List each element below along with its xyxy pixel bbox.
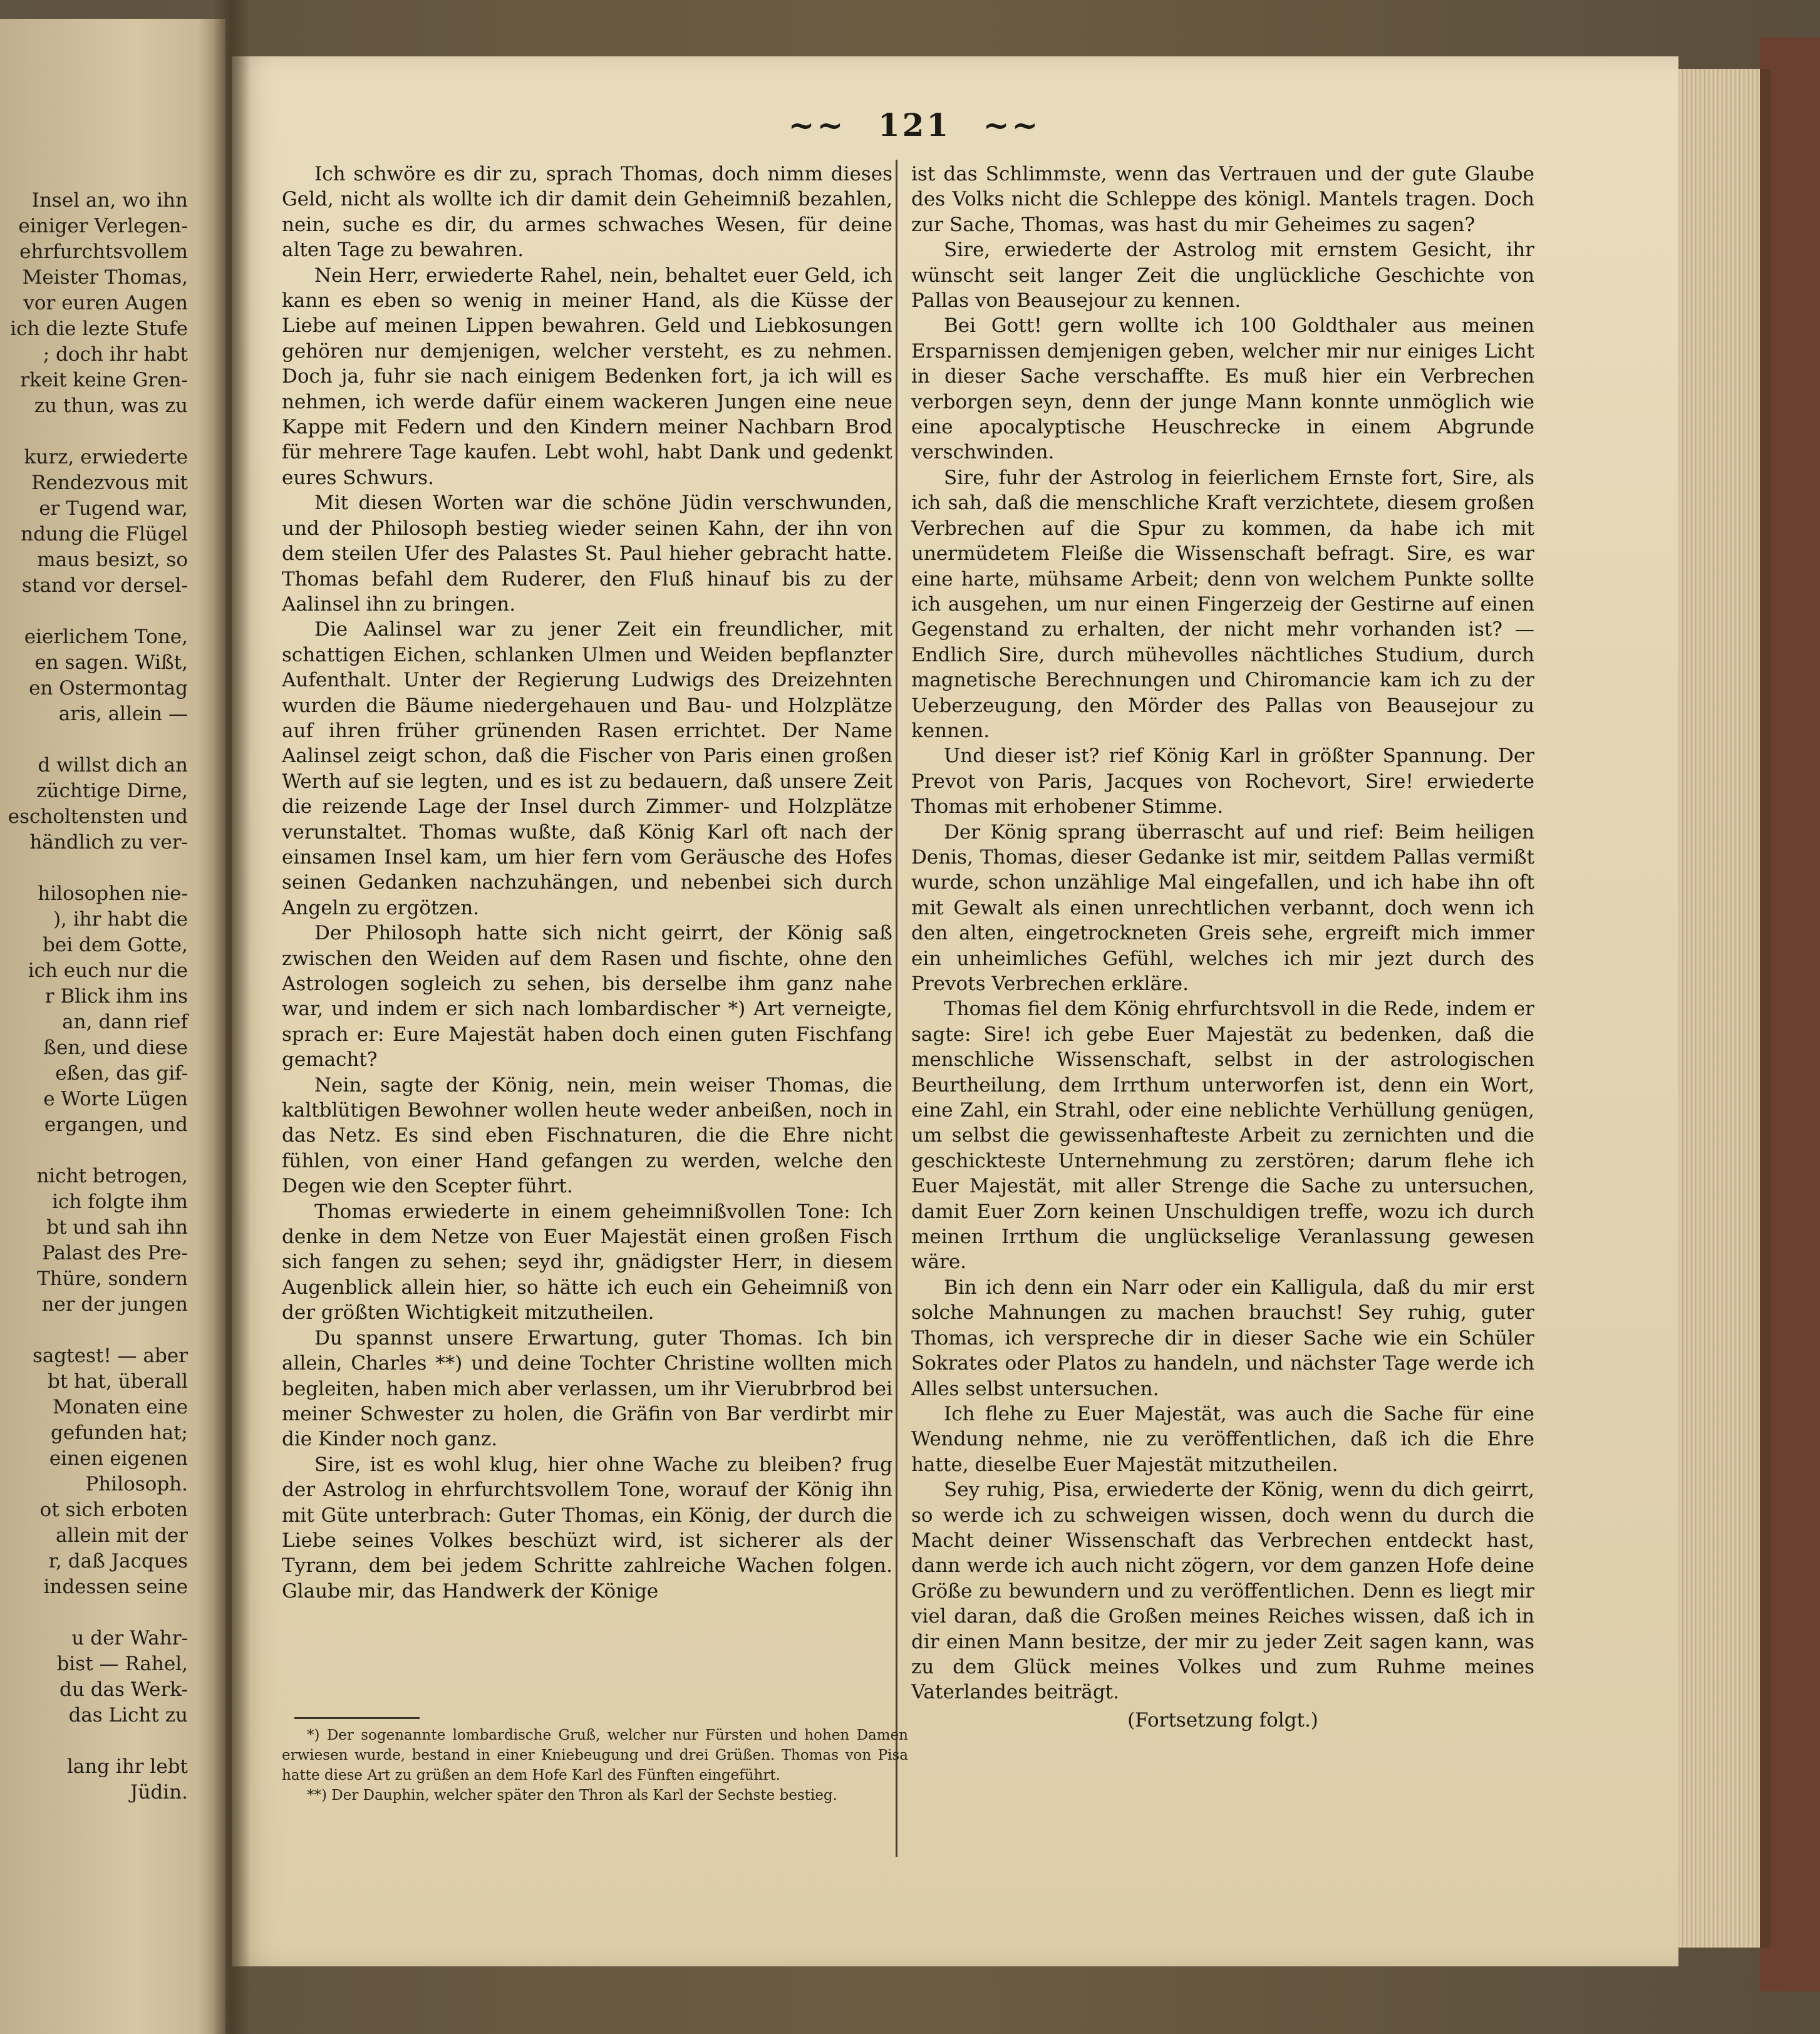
fragment-line: gefunden hat; — [51, 1422, 188, 1444]
fragment-line — [0, 1728, 188, 1754]
fragment-line: d willst dich an — [38, 754, 188, 777]
fragment-line: bt hat, überall — [47, 1370, 188, 1393]
fragment-line: ndung die Flügel — [21, 523, 188, 545]
fragment-line: ßen, und diese — [43, 1036, 188, 1059]
fragment-line: händlich zu ver- — [29, 831, 188, 854]
fragment-line: ot sich erboten — [39, 1499, 188, 1521]
fragment-line — [0, 1138, 188, 1164]
header-ornament-right: ~~ — [983, 106, 1041, 143]
paragraph: Der Philosoph hatte sich nicht geirrt, der König saß zwischen den Weiden auf dem Rasen und fischte, ohne den Astrologen sogleich zu sehen, bis derselbe ihm ganz nahe war, und indem er sich nach lombardischer *) Art verneigte, sprach er: Eure Majestät haben doch einen guten Fischfang gemacht? — [282, 922, 892, 1071]
header-ornament-left: ~~ — [788, 106, 846, 143]
footnote-rule — [294, 1717, 420, 1719]
paragraph: ist das Schlimmste, wenn das Vertrauen und der gute Glaube des Volks nicht die Schleppe des königl. Mantels tragen. Doch zur Sache, Thomas, was hast du mir Geheimes zu sagen? — [911, 163, 1534, 236]
paragraph: Bei Gott! gern wollte ich 100 Goldthaler aus meinen Ersparnissen demjenigen geben, welcher mir nur einiges Licht in dieser Sache verschaffte. Es muß hier ein Verbrechen verborgen seyn, denn der junge Mann konnte unmöglich wie eine apocalyptische Heuschrecke in einem Abgrunde verschwinden. — [911, 314, 1534, 464]
fragment-line: einiger Verlegen- — [18, 215, 188, 237]
fragment-line: sagtest! — aber — [32, 1345, 188, 1367]
fragment-line: eierlichem Tone, — [24, 626, 188, 648]
paragraph: Thomas fiel dem König ehrfurchtsvoll in die Rede, indem er sagte: Sire! ich gebe Euer Majestät zu bedenken, daß die menschliche Wissenschaft, selbst in der astrologischen Beurtheilung, dem Irrthum unterworfen ist, denn ein Wort, eine Zahl, ein Strahl, oder eine neblichte Verhüllung genügen, um selbst die gewissenhafteste Arbeit zu zernichten und die geschickteste Unternehmung zu zerstören; darum flehe ich Euer Majestät, mit aller Strenge die Sache zu untersuchen, damit Euer Zorn keinen Unschuldigen treffe, wozu ich durch meinen Irrthum die unglückselige Veranlassung gewesen wäre. — [911, 998, 1534, 1274]
continuation-note: (Fortsetzung folgt.) — [1127, 1708, 1318, 1732]
paragraph: Und dieser ist? rief König Karl in größter Spannung. Der Prevot von Paris, Jacques von Rochevort, Sire! erwiederte Thomas mit erhobener Stimme. — [911, 745, 1534, 818]
footnote: **) Der Dauphin, welcher später den Thron als Karl der Sechste bestieg. — [307, 1787, 837, 1804]
fragment-line: aris, allein — — [58, 703, 188, 725]
fragment-line: hilosophen nie- — [38, 882, 188, 905]
page-header — [770, 106, 1058, 143]
paragraph: Der König sprang überrascht auf und rief: Beim heiligen Denis, Thomas, dieser Gedanke ist mir, seitdem Pallas vermißt wurde, schon unzählige Mal eingefallen, und ich habe ihn oft mit Gewalt als einen unrechtlichen verbannt, doch wenn ich den alten, eingetrockneten Greis sehe, ergreift mich immer ein unheimliches Gefühl, welches ich mir jezt durch des Prevots Verbrechen erkläre. — [911, 820, 1534, 995]
fragment-line: escholtensten und — [8, 805, 188, 828]
fragment-line: nicht betrogen, — [36, 1165, 188, 1187]
fragment-line: Jüdin. — [130, 1781, 188, 1804]
paragraph: Thomas erwiederte in einem geheimnißvollen Tone: Ich denke in dem Netze von Euer Majestät einen großen Fisch sich fangen zu sehen; seyd ihr, gnädigster Herr, in diesem Augenblick allein hier, so hätte ich euch ein Geheimniß von der größten Wichtigkeit mitzutheilen. — [282, 1200, 892, 1324]
fragment-line: kurz, erwiederte — [24, 446, 188, 468]
left-page-fragments — [0, 188, 188, 1805]
fragment-line: bt und sah ihn — [46, 1216, 188, 1239]
paragraph: Sey ruhig, Pisa, erwiederte der König, wenn du dich geirrt, so werde ich zu schweigen wissen, doch wenn du durch die Macht deiner Wissenschaft das Verbrechen entdeckt hast, dann werde ich auch nicht zögern, vor dem ganzen Hofe deine Größe zu bewundern und zu veröffentlichen. Denn es liegt mir viel daran, daß die Großen meines Reiches wissen, daß ich in dir einen Mann besitze, der mir zu jeder Zeit sagen kann, was zu dem Glück meines Volkes und zum Ruhme meines Vaterlandes beiträgt. — [911, 1479, 1534, 1704]
left-page — [0, 19, 225, 2034]
fragment-line — [0, 599, 188, 624]
fragment-line — [0, 1600, 188, 1626]
fragment-line: vor euren Augen — [23, 292, 188, 314]
fragment-line: ich die lezte Stufe — [10, 317, 188, 340]
paragraph: Sire, fuhr der Astrolog in feierlichem Ernste fort, Sire, als ich sah, daß die menschliche Kraft verzichtete, diesem großen Verbrechen auf die Spur zu kommen, da habe ich mit unermüdetem Fleiße die Wissenschaft befragt. Sire, es war eine harte, mühsame Arbeit; denn von welchem Punkte sollte ich ausgehen, um nur einen Fingerzeig der Gestirne auf einen Gegenstand zu erhalten, der nicht mehr vorhanden ist? — Endlich Sire, durch mühevolles nächtliches Studium, durch magnetische Berechnungen und Chiromancie kam ich zu der Ueberzeugung, den Mörder des Pallas von Beausejour zu kennen. — [911, 466, 1534, 742]
fragment-line: en sagen. Wißt, — [34, 651, 188, 674]
footnotes — [282, 1725, 908, 1805]
fragment-line: r Blick ihm ins — [44, 985, 188, 1008]
fragment-line: ner der jungen — [41, 1293, 188, 1316]
fragment-line: u der Wahr- — [71, 1627, 188, 1649]
fragment-line: r, daß Jacques — [48, 1550, 188, 1572]
fragment-line: ich folgte ihm — [52, 1190, 188, 1213]
paragraph: Mit diesen Worten war die schöne Jüdin verschwunden, und der Philosoph bestieg wieder seinen Kahn, der ihn von dem steilen Ufer des Palastes St. Paul hieher gebracht hatte. Thomas befahl dem Ruderer, den Fluß hinauf bis zu der Aalinsel ihn zu bringen. — [282, 492, 892, 616]
fragment-line: Monaten eine — [52, 1396, 188, 1418]
fragment-line — [0, 1318, 188, 1343]
page-number: 121 — [877, 106, 951, 143]
paragraph: Nein, sagte der König, nein, mein weiser Thomas, die kaltblütigen Bewohner wollen heute weder anbeißen, noch in das Netz. Es sind eben Fischnaturen, die die Ehre nicht fühlen, von einer Hand gefangen zu werden, welche den Degen wie den Scepter führt. — [282, 1073, 892, 1198]
fragment-line: bei dem Gotte, — [43, 934, 188, 956]
fragment-line: an, dann rief — [62, 1011, 188, 1033]
fragment-line: das Licht zu — [68, 1704, 188, 1727]
footnote: *) Der sogenannte lombardische Gruß, welcher nur Fürsten und hohen Damen erwiesen wurde, bestand in einer Kniebeugung und drei Grüßen. Thomas von Pisa hatte diese Art zu grüßen an dem Hofe Karl des Fünften eingeführt. — [282, 1727, 908, 1784]
fragment-line: ), ihr habt die — [53, 908, 188, 931]
fragment-line: ich euch nur die — [28, 959, 188, 982]
fragment-line: ehrfurchtsvollem — [19, 240, 188, 263]
paragraph: Nein Herr, erwiederte Rahel, nein, behaltet euer Geld, ich kann es eben so wenig in meiner Hand, als die Küsse der Liebe auf meinen Lippen bewahren. Geld und Liebkosungen gehören nur demjenigen, welcher versteht, es zu nehmen. Doch ja, fuhr sie nach einigem Bedenken fort, ja ich will es nehmen, ich werde dafür einem wackeren Jungen eine neue Kappe mit Federn und den Kindern meiner Nachbarn Brod für mehrere Tage kaufen. Lebt wohl, habt Dank und gedenkt eures Schwurs. — [282, 264, 892, 489]
page-edges — [1678, 69, 1771, 1948]
fragment-line: Insel an, wo ihn — [31, 189, 188, 212]
fragment-line: Palast des Pre- — [41, 1242, 188, 1264]
paragraph: Sire, ist es wohl klug, hier ohne Wache zu bleiben? frug der Astrolog in ehrfurchtsvollem Tone, worauf der König ihn mit Güte unterbrach: Guter Thomas, ein König, der durch die Liebe seines Volkes beschüzt wird, ist sicherer als der Tyrann, dem bei jedem Schritte zahlreiche Wachen folgen. Glaube mir, das Handwerk der Könige — [282, 1453, 892, 1603]
fragment-line: Meister Thomas, — [22, 266, 188, 289]
fragment-line — [0, 855, 188, 881]
paragraph: Ich schwöre es dir zu, sprach Thomas, doch nimm dieses Geld, nicht als wollte ich dir damit dein Geheimniß bezahlen, nein, suche es dir, du armes schwaches Wesen, für deine alten Tage zu bewahren. — [282, 163, 892, 262]
fragment-line: Philosoph. — [85, 1473, 188, 1495]
column-divider — [896, 160, 897, 1857]
fragment-line: bist — Rahel, — [56, 1653, 188, 1675]
fragment-line: ergangen, und — [44, 1113, 188, 1136]
column-right — [911, 162, 1534, 1733]
fragment-line: allein mit der — [55, 1524, 188, 1547]
fragment-line: Thüre, sondern — [37, 1267, 188, 1290]
paragraph: Ich flehe zu Euer Majestät, was auch die Sache für eine Wendung nehme, nie zu veröffentlichen, daß ich die Ehre hatte, dieselbe Euer Majestät mitzutheilen. — [911, 1402, 1534, 1476]
fragment-line: Rendezvous mit — [31, 472, 188, 494]
fragment-line: stand vor dersel- — [21, 574, 188, 597]
fragment-line: lang ihr lebt — [66, 1755, 188, 1778]
fragment-line: züchtige Dirne, — [36, 780, 188, 802]
fragment-line — [0, 727, 188, 753]
book-gutter — [213, 0, 251, 2034]
fragment-line: du das Werk- — [59, 1678, 188, 1701]
fragment-line: er Tugend war, — [39, 497, 188, 520]
column-left — [282, 162, 892, 1604]
fragment-line: maus besizt, so — [37, 549, 188, 571]
paragraph: Bin ich denn ein Narr oder ein Kalligula, daß du mir erst solche Mahnungen zu machen brauchst! Sey ruhig, guter Thomas, ich verspreche dir in dieser Sache wie ein Schüler Sokrates oder Platos zu handeln, und nächster Tage werde ich Alles selbst untersuchen. — [911, 1276, 1534, 1400]
fragment-line: indessen seine — [43, 1576, 188, 1598]
fragment-line — [0, 419, 188, 445]
fragment-line: ; doch ihr habt — [43, 343, 188, 366]
paragraph: Du spannst unsere Erwartung, guter Thomas. Ich bin allein, Charles **) und deine Tochter Christine wollten mich begleiten, haben mich aber verlassen, um ihr Vierubrbrod bei meiner Schwester zu holen, die Gräfin von Bar verdirbt mir die Kinder noch ganz. — [282, 1326, 892, 1451]
paragraph: Sire, erwiederte der Astrolog mit ernstem Gesicht, ihr wünscht seit langer Zeit die unglückliche Geschichte von Pallas von Beausejour zu kennen. — [911, 239, 1534, 312]
fragment-line: en Ostermontag — [29, 677, 188, 700]
paragraph: Die Aalinsel war zu jener Zeit ein freundlicher, mit schattigen Eichen, schlanken Ulmen und Weiden bepflanzter Aufenthalt. Unter der Regierung Ludwigs des Dreizehnten wurden die Bäume niedergehauen und Bau- und Holzplätze auf ihren früher grünenden Rasen errichtet. Der Name Aalinsel zeigt schon, daß die Fischer von Paris einen großen Werth auf sie legten, und es ist zu bedauern, daß unsere Zeit die reizende Lage der Insel durch Zimmer- und Holzplätze verunstaltet. Thomas wußte, daß König Karl oft nach der einsamen Insel kam, um hier fern vom Geräusche des Hofes seinen Gedanken nachzuhängen, und nebenbei sich durch Angeln zu ergötzen. — [282, 618, 892, 919]
fragment-line: e Worte Lügen — [43, 1088, 188, 1110]
fragment-line: rkeit keine Gren- — [20, 369, 188, 391]
fragment-line: eßen, das gif- — [55, 1062, 188, 1085]
fragment-line: zu thun, was zu — [34, 395, 188, 417]
fragment-line: einen eigenen — [49, 1447, 188, 1470]
